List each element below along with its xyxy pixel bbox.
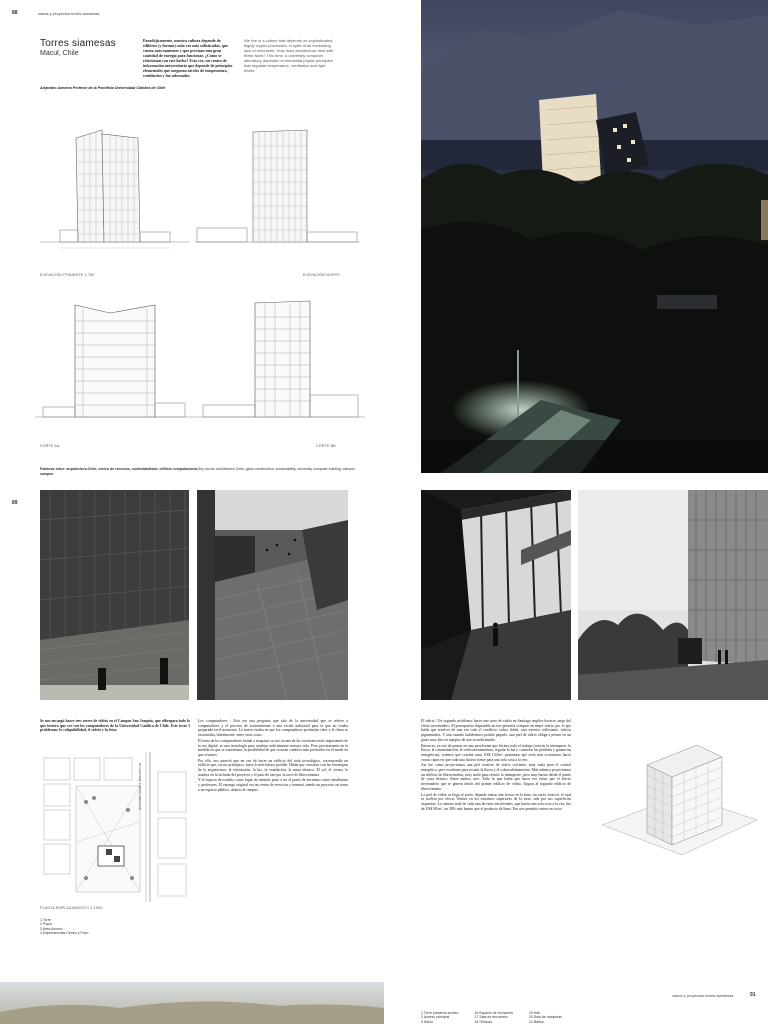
next-page-legend xyxy=(421,1011,611,1024)
legend-item: 2 Plaza xyxy=(40,922,52,927)
interior-glass-photo xyxy=(421,490,571,700)
legend-item: 18 Oficinas xyxy=(474,1019,492,1024)
body-column-1 xyxy=(198,719,348,794)
legend-column xyxy=(474,1011,513,1024)
night-view-photo xyxy=(421,0,768,473)
tower-base-photo xyxy=(40,490,189,700)
intro-spanish: Paradójicamente, nuestra cultura depende de edificios (y formas) cada vez más sofisticadas, que cuesta más mantener y que precisan una gran cantidad de energía para funcionar. ¿Cómo se relacionan con este hecho? Esta vez, un centro de información universitario que depende de principios elementales que aseguran niveles de temperatura, ventilación y luz adecuados. xyxy=(143,38,233,78)
article-title: Torres siamesas xyxy=(40,38,116,49)
paragraph: Así fue como proyectamos una piel exterior de vidrio corriente, muy mala para el control energético, pero excelente para resistir la lluvia y el sobrecalentamiento. Más adentro proyectamos un edificio de fibrocemento, muy malo para resistir la intemperie, pero muy bueno desde el punto de vista térmico. Entre ambos, aire. Todo lo que había que hacer era evitar que el efecto invernadero que se genera detrás del primer edificio de vidrio, llegara al segundo edificio de fibrocemento. xyxy=(421,763,571,791)
legend-item: 17 Sala de encuentro xyxy=(474,1015,508,1020)
site-plan-label: PLANTA EMPLAZAMIENTO 1:1500 xyxy=(40,906,103,910)
legend-item: 1 Torre preserva acceso xyxy=(421,1011,459,1015)
body-column-2 xyxy=(421,719,571,812)
elevation-poniente-drawing xyxy=(40,120,190,270)
plaza-aerial-photo xyxy=(197,490,348,700)
label-corte-bb: CORTE BB xyxy=(316,444,336,448)
keywords-spanish: Palabras clave: arquitectura-Chile, centro de recursos, sustentabilidad, edificio computacional, campus xyxy=(40,467,199,476)
legend-column xyxy=(421,1011,458,1024)
paragraph: Entonces, en vez de pensar en una envolvente que hiciera todo el trabajo (resistir la intemperie, la lluvia, la contaminación, el sobrecalentamiento, regular la luz y controlar las pérdidas y ganancias energéticas), creímos que costaba unos US$ 120/m², pensamos que sería más económico hacer varias capas en que cada una hiciera frente para una sola cosa a la vez. xyxy=(421,743,571,762)
legend-item: 2 Acceso principal xyxy=(421,1015,450,1020)
page-number-right: 91 xyxy=(750,992,756,998)
section-bb-drawing xyxy=(195,295,365,435)
elevation-norte-drawing xyxy=(195,120,360,270)
section-aa-drawing xyxy=(35,295,195,435)
label-elevacion-poniente: ELEVACIÓN PONIENTE 1:750 xyxy=(40,273,95,277)
legend-item: 20 Sala de máquinas xyxy=(529,1015,562,1020)
label-elevacion-norte: ELEVACIÓN NORTE xyxy=(303,273,340,277)
paragraph: El tema de los computadores tiende a traspasar su uso en una de las cuestiones más importantes de la era digital, es una tecnología para cambiar radicalmente nuestra vida. Pero precisamente en la medida en que se transforma, la posibilidad de que ocurran cambios más profundos en el modo en que vivimos. xyxy=(198,738,348,757)
label-corte-aa: CORTE AA xyxy=(40,444,60,448)
intro-english: We live in a culture that depends on sophisticated, highly cryptic processes, in spite of an increasing lack of resources. How does architecture deal with these facts? This time, a university computer laboratory depends on elemental physic principles that regulate temperature, ventilation and light levels. xyxy=(244,38,334,73)
paragraph: La piel de vidrio se llega al suelo, dejando entrar aire fresco en la base; un vacío vertical, el cual se acelera por efecto Venturi en los extremos superiores de la torre, sale por sus superficies expuestas. La cámara total de cada una de estas envolventes, que hacen una sola cosa a la vez, fue de US$ 90/m², un 30% más barato que el producto de línea. Eso nos permitió entrar en costo. xyxy=(421,792,571,811)
legend-item: 3 Área Acceso xyxy=(40,926,63,931)
next-page-photo-strip xyxy=(0,982,384,1024)
paragraph: El vidrio / Un segundo problema: hacer una torre de vidrio en Santiago implica hacerse cargo del efecto invernadero. El presupuesto disponible no nos permitía comprar un mejor vidrio, por lo que había que resolver de una vez todo el conflicto: vidrio doble, cara exterior reflectante, vidrios pigmentados. Y aun cuando hubiésemos podido pagarlo, una piel de vidrio obliga a pensar en un gasto muy alto en equipos de aire acondicionado. xyxy=(421,719,571,742)
site-plan-legend xyxy=(40,918,130,936)
legend-item: 19 Hall xyxy=(529,1011,540,1015)
article-location: Macul, Chile xyxy=(40,50,79,57)
legend-item: 21 Baños xyxy=(529,1019,544,1024)
tower-exterior-photo xyxy=(578,490,768,700)
author-credit: Alejandro Aravena Profesor de la Pontificia Universidad Católica de Chile xyxy=(40,86,166,90)
legend-item: 3 Salón xyxy=(421,1019,433,1024)
page-number: 89 xyxy=(12,500,18,506)
page-number: 88 xyxy=(12,10,18,16)
paragraph: Y el espacio de estudio, como lugar de reunión, pasó a ser el punto de encuentro entre estudiantes y profesores. El encargo original era un centro de servicios y terminó siendo un proyecto en torno a un espacio público, abierto al campus. xyxy=(198,778,348,792)
legend-item: 16 Espacio de reuniones xyxy=(474,1011,514,1015)
paragraph: Los computadores / Esta era una pregunta que sale de la universidad que se refiere a computadores y el proceso de sostenimiento a una escala industrial para la que no estaba preparada en el momento. Lo nuevo estaba en que los computadores producían calor y el clima se encontraba, literalmente, entre otras cosas. xyxy=(198,719,348,738)
legend-item: 4 Dependencias Centro y Fono xyxy=(40,931,89,936)
running-header-right: casos y proyectos torres siamesas xyxy=(672,993,734,998)
running-header: casos y proyectos torres siamesas xyxy=(38,11,100,16)
keywords-english: Key words: architecture-Chile, glass construction, sustainability, university computer building, campus xyxy=(198,467,355,471)
intro-caption: Se nos encargó hacer tres torres de vidrio en el Campus San Joaquín, que albergara todo lo que tuviera que ver con los computadores de la Universidad Católica de Chile. Este texto 3 problemas: lo colapsibilidad, el vidrio y la ética. xyxy=(40,719,190,733)
legend-item: 1 Torre xyxy=(40,918,51,922)
legend-column xyxy=(529,1011,562,1024)
axonometric-drawing xyxy=(592,735,762,865)
site-plan-drawing xyxy=(40,752,190,902)
plan-axis-label: Avenida Vicuña Mackenna xyxy=(138,762,142,810)
paragraph: Por ello, nos pareció que en vez de hacer un edificio del todo tecnológico, correspondía un edificio que, en sus principios, fuera lo más básico posible. Había que construir con las estrategias de la arquitectura: la orientación, la luz, la ventilación, la masa térmica. El sol, el viento, la sombra en la fachada del proyecto y el paso de aire por la torre de fibrocemento. xyxy=(198,758,348,777)
